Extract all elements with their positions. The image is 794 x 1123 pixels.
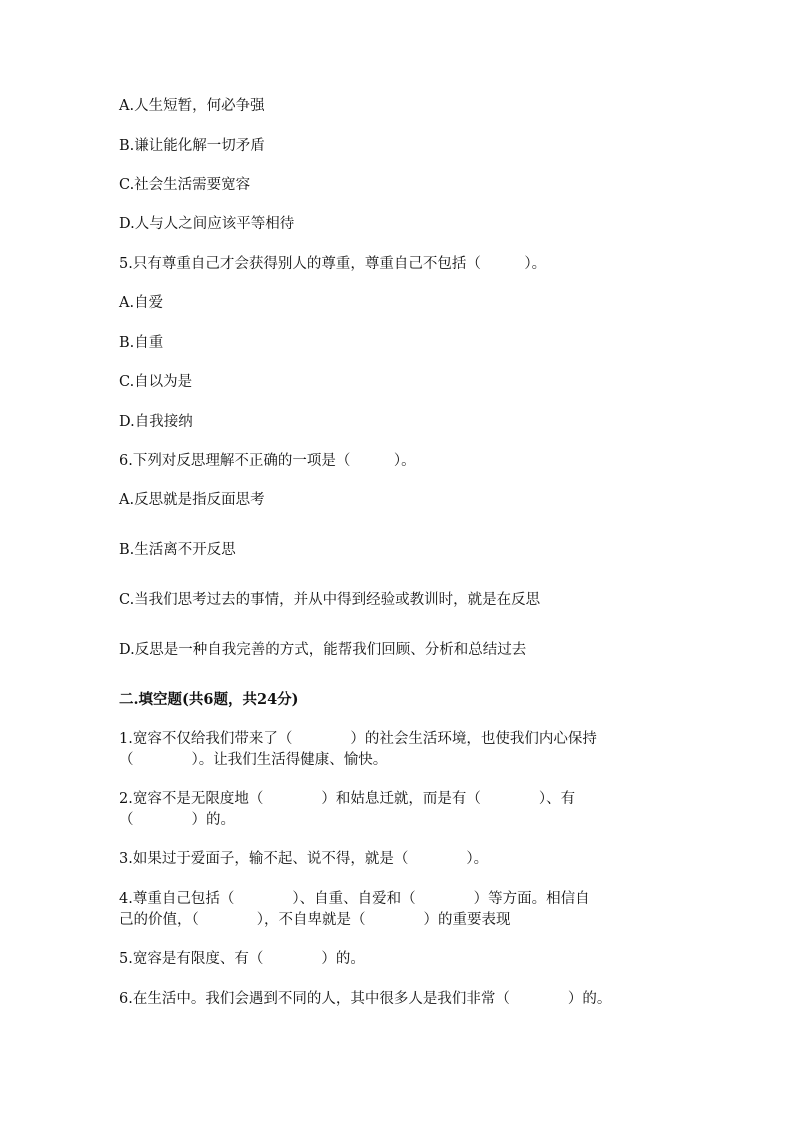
- text-line: 5.只有尊重自己才会获得别人的尊重，尊重自己不包括（ ）。: [119, 256, 547, 272]
- text-line: 4.尊重自己包括（ ）、自重、自爱和（ ）等方面。相信自: [119, 891, 590, 907]
- text-line: C.当我们思考过去的事情，并从中得到经验或教训时，就是在反思: [119, 592, 541, 608]
- text-line: A.人生短暂，何必争强: [119, 98, 265, 114]
- text-line: B.谦让能化解一切矛盾: [119, 138, 265, 154]
- text-line: B.生活离不开反思: [119, 542, 236, 558]
- text-line: A.反思就是指反面思考: [119, 492, 265, 508]
- text-line: C.自以为是: [119, 374, 193, 390]
- text-line: C.社会生活需要宽容: [119, 177, 251, 193]
- text-line: （ ）的。: [119, 812, 235, 828]
- text-line: 1.宽容不仅给我们带来了（ ）的社会生活环境，也使我们内心保持: [119, 731, 597, 747]
- text-line: D.反思是一种自我完善的方式，能帮我们回顾、分析和总结过去: [119, 642, 527, 658]
- text-line: 5.宽容是有限度、有（ ）的。: [119, 951, 365, 967]
- text-line: 6.下列对反思理解不正确的一项是（ ）。: [119, 453, 416, 469]
- section-heading: 二.填空题(共6题，共24分): [119, 691, 299, 708]
- text-line: 己的价值，（ ），不自卑就是（ ）的重要表现: [119, 912, 511, 928]
- text-line: 2.宽容不是无限度地（ ）和姑息迁就，而是有（ ）、有: [119, 791, 576, 807]
- text-line: A.自爱: [119, 295, 164, 311]
- text-line: 6.在生活中。我们会遇到不同的人，其中很多人是我们非常（ ）的。: [119, 991, 612, 1007]
- text-line: 3.如果过于爱面子，输不起、说不得，就是（ ）。: [119, 851, 489, 867]
- text-line: D.自我接纳: [119, 414, 193, 430]
- text-line: B.自重: [119, 335, 164, 351]
- text-line: D.人与人之间应该平等相待: [119, 216, 295, 232]
- text-line: （ ）。让我们生活得健康、愉快。: [119, 752, 388, 768]
